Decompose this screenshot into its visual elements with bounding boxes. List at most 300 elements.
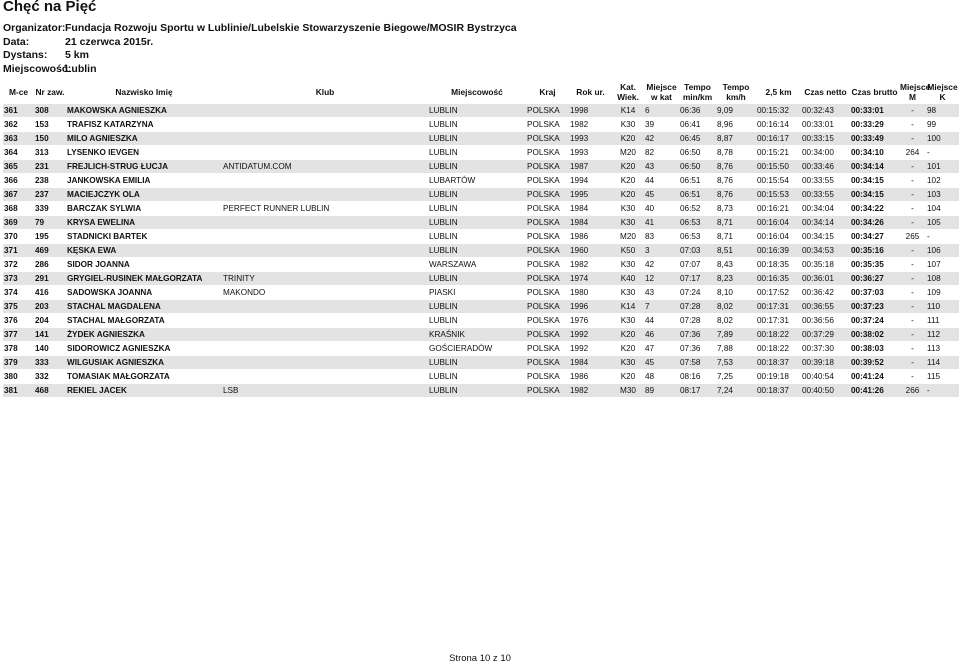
cell-place-in-category: 40 (645, 204, 655, 213)
cell-club (222, 104, 428, 118)
cell-year: 1974 (569, 272, 612, 286)
cell-speed: 8,43 (717, 260, 733, 269)
cell-split: 00:16:17 (756, 132, 801, 146)
cell-club: PERFECT RUNNER LUBLIN (223, 204, 330, 213)
cell-year: 1992 (570, 344, 589, 353)
cell-place-m: 266 (899, 384, 926, 398)
cell-net-time: 00:33:55 (801, 188, 850, 202)
cell-city: LUBLIN (428, 160, 526, 174)
cell-net-time: 00:36:56 (802, 316, 834, 325)
cell-pace: 07:24 (680, 288, 701, 297)
cell-split: 00:16:04 (756, 216, 801, 230)
cell-club (222, 300, 428, 314)
cell-gross-time: 00:34:14 (850, 160, 899, 174)
cell-pace: 07:36 (680, 344, 701, 353)
cell-name: MACIEJCZYK OLA (66, 188, 222, 202)
table-row (3, 160, 959, 174)
cell-place-in-category: 43 (645, 288, 655, 297)
cell-place: 368 (4, 204, 18, 213)
cell-pace: 06:50 (680, 148, 701, 157)
cell-city: WARSZAWA (429, 260, 477, 269)
cell-net-time: 00:36:42 (802, 288, 834, 297)
cell-place-k: 101 (926, 160, 959, 174)
cell-bib: 79 (34, 216, 66, 230)
cell-city: LUBLIN (429, 204, 458, 213)
cell-gross-time: 00:34:10 (851, 148, 884, 157)
event-info (3, 22, 517, 76)
cell-bib: 468 (34, 384, 66, 398)
cell-split: 00:16:35 (756, 272, 801, 286)
cell-pace: 07:07 (680, 260, 701, 269)
cell-place-m: - (911, 344, 914, 353)
col-header-place-k: Miejsce K (927, 82, 958, 102)
cell-category: K30 (620, 316, 636, 325)
cell-country: POLSKA (526, 328, 569, 342)
cell-place-k: - (927, 148, 930, 157)
cell-split: 00:19:18 (757, 372, 789, 381)
cell-year: 1984 (569, 216, 612, 230)
cell-club: LSB (222, 384, 428, 398)
cell-pace: 08:16 (680, 372, 701, 381)
table-row (3, 300, 959, 314)
cell-year: 1993 (569, 132, 612, 146)
cell-split: 00:15:53 (756, 188, 801, 202)
header-row (3, 80, 959, 104)
cell-place-m: - (911, 372, 914, 381)
cell-gross-time: 00:33:01 (850, 104, 899, 118)
cell-place: 377 (3, 328, 34, 342)
cell-city: LUBLIN (429, 120, 458, 129)
cell-gross-time: 00:34:27 (851, 232, 884, 241)
cell-pace: 06:41 (680, 120, 701, 129)
col-header-gross-time: Czas brutto (851, 87, 898, 97)
cell-year: 1994 (570, 176, 589, 185)
col-header-split: 2,5 km (765, 87, 792, 97)
cell-place-in-category: 89 (644, 384, 679, 398)
cell-speed: 7,24 (716, 384, 756, 398)
cell-speed: 8,02 (717, 316, 733, 325)
cell-place: 361 (3, 104, 34, 118)
cell-year: 1992 (569, 328, 612, 342)
cell-city: KRAŚNIK (428, 328, 526, 342)
cell-net-time: 00:36:55 (801, 300, 850, 314)
cell-year: 1960 (569, 244, 612, 258)
cell-net-time: 00:40:54 (802, 372, 834, 381)
cell-place-k: 115 (927, 372, 941, 381)
cell-country: POLSKA (527, 148, 560, 157)
cell-place-k: 113 (927, 344, 941, 353)
cell-speed: 7,88 (717, 344, 733, 353)
cell-category: K30 (620, 260, 636, 269)
cell-bib: 469 (34, 244, 66, 258)
cell-city: LUBARTÓW (429, 176, 476, 185)
info-label: Dystans: (3, 49, 48, 61)
cell-net-time: 00:35:18 (802, 260, 834, 269)
cell-bib: 313 (35, 148, 49, 157)
cell-place-m: - (899, 104, 926, 118)
cell-name: SIDOR JOANNA (67, 260, 130, 269)
cell-country: POLSKA (526, 160, 569, 174)
table-row (3, 230, 959, 244)
table-row (3, 216, 959, 230)
cell-club: TRINITY (222, 272, 428, 286)
cell-place-m: - (899, 160, 926, 174)
cell-gross-time: 00:37:03 (851, 288, 884, 297)
cell-place: 381 (3, 384, 34, 398)
cell-place-k: 105 (926, 216, 959, 230)
cell-gross-time: 00:35:35 (851, 260, 884, 269)
info-row-organizer (3, 22, 517, 36)
cell-country: POLSKA (526, 188, 569, 202)
cell-place: 365 (3, 160, 34, 174)
cell-country: POLSKA (526, 104, 569, 118)
cell-country: POLSKA (526, 132, 569, 146)
cell-place-in-category: 42 (645, 260, 655, 269)
cell-city: LUBLIN (429, 148, 458, 157)
cell-category: K30 (620, 288, 636, 297)
cell-bib: 203 (34, 300, 66, 314)
table-row (3, 314, 959, 328)
cell-place-k: 109 (927, 288, 941, 297)
cell-net-time: 00:34:00 (802, 148, 834, 157)
cell-split: 00:18:37 (756, 384, 801, 398)
cell-category: K20 (620, 372, 636, 381)
cell-place: 363 (3, 132, 34, 146)
cell-name: ŻYDEK AGNIESZKA (66, 328, 222, 342)
cell-place-k: 111 (927, 316, 940, 325)
cell-pace: 08:17 (679, 384, 716, 398)
cell-gross-time: 00:41:26 (850, 384, 899, 398)
cell-net-time: 00:33:55 (802, 176, 834, 185)
cell-bib: 333 (34, 356, 66, 370)
cell-gross-time: 00:34:22 (851, 204, 884, 213)
cell-year: 1982 (570, 260, 589, 269)
cell-gross-time: 00:34:15 (851, 176, 884, 185)
table-row (3, 258, 959, 272)
cell-speed: 8,71 (717, 232, 733, 241)
cell-country: POLSKA (526, 384, 569, 398)
cell-speed: 8,76 (716, 160, 756, 174)
cell-country: POLSKA (527, 316, 560, 325)
cell-club (222, 342, 428, 356)
cell-net-time: 00:37:30 (802, 344, 834, 353)
cell-place-m: 265 (905, 232, 920, 241)
cell-place-k: 108 (926, 272, 959, 286)
cell-place-m: - (911, 204, 914, 213)
cell-name: MAKOWSKA AGNIESZKA (66, 104, 222, 118)
cell-name: REKIEL JACEK (66, 384, 222, 398)
table-row (3, 118, 959, 132)
cell-gross-time: 00:35:16 (850, 244, 899, 258)
cell-city: LUBLIN (428, 188, 526, 202)
cell-speed: 8,10 (717, 288, 733, 297)
cell-city: LUBLIN (428, 132, 526, 146)
cell-name: KRYSA EWELINA (66, 216, 222, 230)
cell-bib: 150 (34, 132, 66, 146)
results-body (3, 104, 959, 398)
col-header-category: Kat. Wiek. (617, 82, 639, 102)
cell-pace: 06:53 (680, 232, 701, 241)
cell-country: POLSKA (527, 204, 560, 213)
cell-place-k: 100 (926, 132, 959, 146)
cell-speed: 8,76 (717, 176, 733, 185)
cell-place-k: 112 (926, 328, 959, 342)
cell-category: K50 (612, 244, 644, 258)
cell-club (222, 118, 428, 132)
cell-city: GOŚCIERADÓW (429, 344, 493, 353)
cell-pace: 07:28 (679, 300, 716, 314)
cell-bib: 195 (35, 232, 49, 241)
col-header-pace: Tempo min/km (682, 82, 713, 102)
cell-net-time: 00:34:53 (801, 244, 850, 258)
cell-gross-time: 00:39:52 (850, 356, 899, 370)
cell-bib: 140 (35, 344, 49, 353)
cell-split: 00:17:31 (756, 300, 801, 314)
cell-category: M20 (620, 148, 636, 157)
cell-year: 1987 (569, 160, 612, 174)
table-row (3, 244, 959, 258)
cell-speed: 8,51 (716, 244, 756, 258)
cell-place-k: 103 (926, 188, 959, 202)
cell-gross-time: 00:37:23 (850, 300, 899, 314)
cell-net-time: 00:34:14 (801, 216, 850, 230)
cell-country: POLSKA (526, 244, 569, 258)
cell-club: ANTIDATUM.COM (222, 160, 428, 174)
cell-club (222, 328, 428, 342)
cell-year: 1993 (570, 148, 589, 157)
cell-net-time: 00:40:50 (801, 384, 850, 398)
cell-place-m: - (899, 188, 926, 202)
cell-bib: 339 (35, 204, 49, 213)
cell-place-in-category: 47 (645, 344, 655, 353)
cell-name: SADOWSKA JOANNA (67, 288, 153, 297)
cell-place-m: - (899, 244, 926, 258)
cell-net-time: 00:34:04 (802, 204, 834, 213)
cell-speed: 7,89 (716, 328, 756, 342)
cell-name: TRAFISZ KATARZYNA (67, 120, 154, 129)
cell-pace: 07:28 (680, 316, 701, 325)
table-row (3, 342, 959, 356)
cell-gross-time: 00:36:27 (850, 272, 899, 286)
cell-bib: 308 (34, 104, 66, 118)
cell-bib: 231 (34, 160, 66, 174)
cell-speed: 8,76 (716, 188, 756, 202)
cell-year: 1998 (569, 104, 612, 118)
cell-speed: 8,02 (716, 300, 756, 314)
cell-place-k: 110 (926, 300, 959, 314)
cell-net-time: 00:32:43 (801, 104, 850, 118)
cell-city: LUBLIN (428, 272, 526, 286)
table-row (3, 328, 959, 342)
cell-place: 374 (4, 288, 18, 297)
cell-place-m: - (899, 356, 926, 370)
cell-country: POLSKA (527, 232, 560, 241)
table-row (3, 104, 959, 118)
cell-place-m: - (899, 132, 926, 146)
cell-bib: 291 (34, 272, 66, 286)
info-value: Fundacja Rozwoju Sportu w Lublinie/Lubelskie Stowarzyszenie Biegowe/MOSIR Bystrzyca (65, 22, 517, 34)
col-header-country: Kraj (539, 87, 556, 97)
col-header-year: Rok ur. (576, 87, 605, 97)
cell-place-k: 99 (927, 120, 937, 129)
cell-place-k: 98 (926, 104, 959, 118)
cell-name: BARCZAK SYLWIA (67, 204, 142, 213)
cell-place-in-category: 46 (644, 328, 679, 342)
cell-split: 00:18:37 (756, 356, 801, 370)
cell-place-k: 114 (926, 356, 959, 370)
cell-place-k: - (926, 384, 959, 398)
cell-speed: 8,73 (717, 204, 733, 213)
cell-place-k: 106 (926, 244, 959, 258)
table-row (3, 384, 959, 398)
cell-bib: 332 (35, 372, 49, 381)
cell-name: TOMASIAK MAŁGORZATA (67, 372, 170, 381)
table-row (3, 188, 959, 202)
cell-split: 00:16:14 (757, 120, 789, 129)
cell-place-in-category: 48 (645, 372, 655, 381)
cell-country: POLSKA (526, 216, 569, 230)
cell-place-in-category: 83 (645, 232, 655, 241)
cell-place-in-category: 44 (645, 316, 655, 325)
page-title: Chęć na Pięć (3, 0, 97, 15)
cell-place-k: 104 (927, 204, 941, 213)
col-header-nr: Nr zaw. (35, 87, 65, 97)
cell-place: 371 (3, 244, 34, 258)
cell-city: PIASKI (429, 288, 456, 297)
cell-club (222, 216, 428, 230)
cell-place: 372 (4, 260, 18, 269)
cell-year: 1984 (570, 204, 589, 213)
cell-place: 373 (3, 272, 34, 286)
cell-year: 1980 (570, 288, 589, 297)
col-header-mce: M-ce (8, 87, 29, 97)
cell-year: 1982 (569, 384, 612, 398)
table-row (3, 132, 959, 146)
cell-place-in-category: 39 (645, 120, 655, 129)
table-row (3, 286, 959, 300)
cell-place-m: - (899, 216, 926, 230)
cell-place: 370 (4, 232, 18, 241)
cell-bib: 238 (35, 176, 49, 185)
cell-name: MILO AGNIESZKA (66, 132, 222, 146)
cell-net-time: 00:39:18 (801, 356, 850, 370)
cell-split: 00:18:22 (757, 344, 789, 353)
cell-club: MAKONDO (223, 288, 266, 297)
cell-split: 00:18:22 (756, 328, 801, 342)
cell-place-m: - (899, 300, 926, 314)
cell-place-m: - (911, 176, 914, 185)
cell-place-m: - (911, 120, 914, 129)
cell-pace: 06:53 (679, 216, 716, 230)
cell-speed: 8,71 (716, 216, 756, 230)
cell-country: POLSKA (526, 272, 569, 286)
cell-country: POLSKA (527, 344, 560, 353)
col-header-net-time: Czas netto (804, 87, 847, 97)
info-row-date (3, 36, 517, 50)
cell-city: LUBLIN (428, 384, 526, 398)
cell-club (222, 146, 428, 160)
cell-country: POLSKA (527, 176, 560, 185)
cell-year: 1995 (569, 188, 612, 202)
cell-place: 362 (4, 120, 18, 129)
cell-country: POLSKA (527, 288, 560, 297)
cell-club (222, 370, 428, 384)
cell-category: K14 (612, 300, 644, 314)
cell-city: LUBLIN (428, 244, 526, 258)
cell-name: KĘSKA EWA (66, 244, 222, 258)
cell-pace: 07:36 (679, 328, 716, 342)
cell-place-in-category: 12 (644, 272, 679, 286)
cell-city: LUBLIN (428, 300, 526, 314)
cell-bib: 141 (34, 328, 66, 342)
cell-name: SIDOROWICZ AGNIESZKA (67, 344, 171, 353)
cell-place-in-category: 82 (645, 148, 655, 157)
cell-bib: 153 (35, 120, 49, 129)
cell-place: 369 (3, 216, 34, 230)
table-row (3, 272, 959, 286)
cell-name: JANKOWSKA EMILIA (67, 176, 151, 185)
cell-category: K20 (620, 176, 636, 185)
cell-speed: 7,25 (717, 372, 733, 381)
cell-country: POLSKA (526, 300, 569, 314)
cell-category: K14 (612, 104, 644, 118)
cell-place-m: - (911, 288, 914, 297)
cell-category: K30 (620, 204, 636, 213)
cell-category: K40 (612, 272, 644, 286)
cell-place: 376 (4, 316, 18, 325)
cell-place: 375 (3, 300, 34, 314)
cell-split: 00:15:21 (757, 148, 789, 157)
cell-pace: 06:45 (679, 132, 716, 146)
cell-net-time: 00:33:46 (801, 160, 850, 174)
cell-place-k: 107 (927, 260, 941, 269)
cell-country: POLSKA (527, 372, 560, 381)
cell-speed: 8,23 (716, 272, 756, 286)
cell-place: 379 (3, 356, 34, 370)
table-row (3, 202, 959, 216)
cell-pace: 07:03 (679, 244, 716, 258)
cell-place-in-category: 7 (644, 300, 679, 314)
cell-year: 1984 (569, 356, 612, 370)
cell-speed: 8,87 (716, 132, 756, 146)
cell-place: 380 (4, 372, 18, 381)
cell-place: 366 (4, 176, 18, 185)
cell-place-m: - (911, 316, 914, 325)
cell-name: STACHAL MAGDALENA (66, 300, 222, 314)
cell-place-in-category: 44 (645, 176, 655, 185)
col-header-name: Nazwisko Imię (115, 87, 173, 97)
col-header-city: Miejscowość (451, 87, 503, 97)
cell-place-m: - (899, 328, 926, 342)
table-row (3, 370, 959, 384)
cell-category: K20 (612, 328, 644, 342)
cell-club (222, 258, 428, 272)
cell-place-in-category: 45 (644, 356, 679, 370)
cell-city: LUBLIN (428, 356, 526, 370)
col-header-club: Klub (315, 87, 335, 97)
cell-place-in-category: 6 (644, 104, 679, 118)
cell-category: M30 (612, 384, 644, 398)
cell-place-in-category: 3 (644, 244, 679, 258)
cell-category: K20 (612, 160, 644, 174)
cell-bib: 286 (35, 260, 49, 269)
cell-name: STACHAL MAŁGORZATA (67, 316, 165, 325)
cell-gross-time: 00:33:29 (851, 120, 884, 129)
table-row (3, 146, 959, 160)
cell-net-time: 00:33:15 (801, 132, 850, 146)
cell-split: 00:18:35 (757, 260, 789, 269)
cell-category: M20 (620, 232, 636, 241)
